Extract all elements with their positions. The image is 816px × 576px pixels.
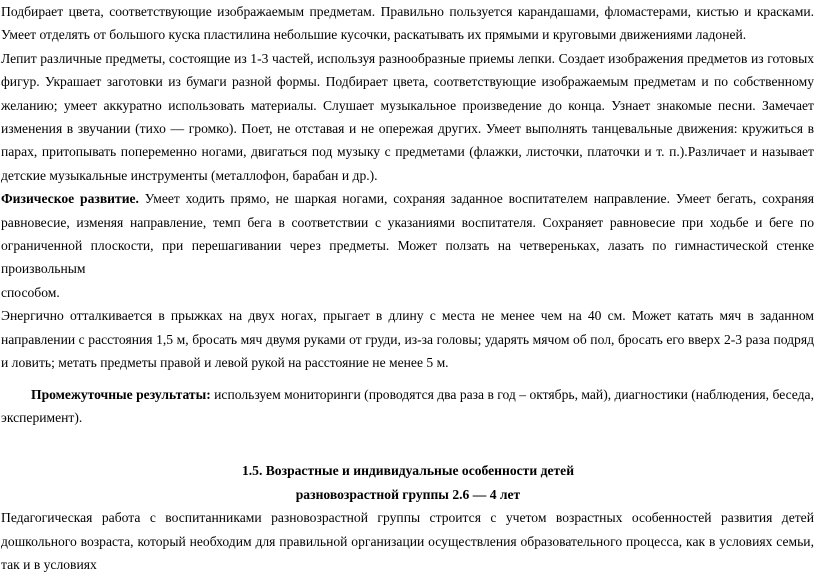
paragraph-intermediate-results (0, 383, 816, 430)
spacer (0, 429, 816, 451)
physical-development-tail: способом. (1, 284, 60, 300)
paragraph-art-skills: Подбирает цвета, соответствующие изображаемым предметам. Правильно пользуется карандашами, фломастерами, кистью и красками. Умеет отделять от большого куска пластилина небольшие кусочки, раскатывать их прямыми и круговыми движениями ладоней. (1, 4, 814, 43)
physical-development-label: Физическое развитие. (1, 191, 139, 207)
paragraph-physical-development (0, 187, 816, 281)
physical-development-text: Умеет ходить прямо, не шаркая ногами, сохраняя заданное воспитателем направление. Умеет бегать, сохраняя равновесие, изменяя направление, темп бега в соответствии с указаниями воспитателя. Сохраняет равновесие при ходьбе и беге по ограниченной плоскости, при перешагивании через предметы. Может ползать на четвереньках, лазать по гимнастической стенке произвольным (1, 191, 814, 277)
intermediate-results-text: используем мониторинги (проводятся два раза в год – октябрь, май), диагностики (наблюдения, беседа, эксперимент). (1, 386, 814, 425)
paragraph-pedagogical-work: Педагогическая работа с воспитанниками разновозрастной группы строится с учетом возрастных особенностей развития детей дошкольного возраста, который необходим для правильной организации осуществления образовательного процесса, как в условиях семьи, так и в условиях (1, 510, 814, 572)
intermediate-results-label: Промежуточные результаты: (31, 386, 211, 402)
section-heading-line-1: 1.5. Возрастные и индивидуальные особенности детей (241, 463, 575, 479)
paragraph-jumping-ball: Энергично отталкивается в прыжках на двух ногах, прыгает в длину с места не менее чем на 40 см. Может катать мяч в заданном направлении с расстояния 1,5 м, бросать мяч двумя руками от груди, из-за головы; ударять мячом об пол, бросать его вверх 2-3 раза подряд и ловить; метать предметы правой и левой рукой на расстояние не менее 5 м. (1, 308, 814, 371)
section-heading-line-2: разновозрастной группы 2.6 — 4 лет (295, 486, 521, 502)
paragraph-modeling-music: Лепит различные предметы, состоящие из 1-3 частей, используя разнообразные приемы лепки. Создает изображения предметов из готовых фигур. Украшает заготовки из бумаги разной формы. Подбирает цвета, соответствующие изображаемым предметам и по собственному желанию; умеет аккуратно использовать материалы. Слушает музыкальное произведение до конца. Узнает знакомые песни. Замечает изменения в звучании (тихо — громко). Поет, не отставая и не опережая других. Умеет выполнять танцевальные движения: кружиться в парах, притопывать попеременно ногами, двигаться под музыку с предметами (флажки, листочки, платочки и т. п.).Различает и называет детские музыкальные инструменты (металлофон, барабан и др.). (1, 50, 814, 183)
